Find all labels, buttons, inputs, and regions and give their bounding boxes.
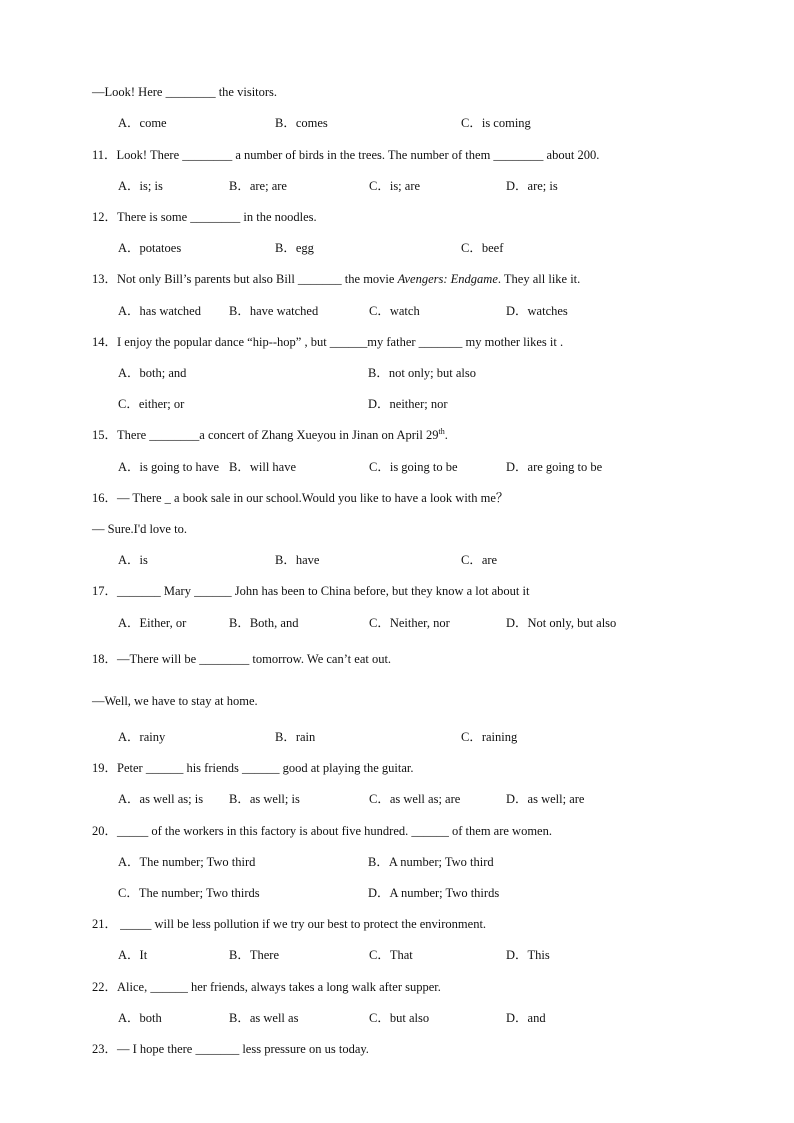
option-label: C． [369,616,390,630]
question-stem [92,271,580,287]
answer-option[interactable] [275,729,315,745]
option-label: B． [229,616,250,630]
stem-text: th [438,427,445,436]
answer-option[interactable] [369,615,450,631]
answer-option[interactable] [506,947,550,963]
answer-option[interactable] [506,1010,546,1026]
stem-text: . They all like it. [497,272,581,286]
question-number: 12． [92,210,118,224]
question-stem [92,583,529,599]
option-text: have watched [249,304,319,318]
option-text: are [481,553,498,567]
option-text: There [249,948,279,962]
options-row [118,552,758,568]
options-row [118,396,758,412]
question-number: 11． [92,148,117,162]
question-number: 15． [92,428,118,442]
answer-option[interactable] [506,791,584,807]
option-label: A． [118,1011,140,1025]
option-text: The number; Two third [139,855,256,869]
options-row [118,947,758,963]
option-label: A． [118,792,140,806]
option-label: B． [368,366,389,380]
stem-text: Peter ______ his friends ______ good at playing the guitar. [117,761,414,775]
answer-option[interactable] [229,1010,298,1026]
option-text: is going to have [139,460,220,474]
option-label: C． [369,792,390,806]
stem-text: Avengers: Endgame [397,272,498,286]
stem-text: I enjoy the popular dance “hip--hop” , but ______my father _______ my mother likes it . [117,335,564,349]
question-stem [92,490,508,506]
option-text: is [139,553,148,567]
option-text: as well as; is [139,792,204,806]
answer-option[interactable] [229,303,318,319]
answer-option[interactable] [118,396,184,412]
option-label: A． [118,241,140,255]
options-row [118,115,758,131]
option-label: C． [461,553,482,567]
option-label: C． [369,304,390,318]
answer-option[interactable] [275,552,319,568]
option-label: A． [118,855,140,869]
options-row [118,854,758,870]
answer-option[interactable] [368,365,476,381]
answer-option[interactable] [118,178,163,194]
option-text: Neither, nor [389,616,450,630]
answer-option[interactable] [506,303,568,319]
option-label: C． [118,886,139,900]
answer-option[interactable] [118,885,260,901]
answer-option[interactable] [368,885,499,901]
question-number: 19． [92,761,118,775]
stem-text: Look! There ________ a number of birds in the trees. The number of them ________ about 200. [116,148,600,162]
option-label: C． [118,397,139,411]
option-label: A． [118,366,140,380]
option-label: A． [118,730,140,744]
option-text: both; and [139,366,187,380]
option-text: watch [389,304,420,318]
answer-option[interactable] [229,178,287,194]
stem-text: . [444,428,448,442]
option-label: D． [368,886,390,900]
option-text: A number; Two third [388,855,494,869]
option-text: are going to be [527,460,603,474]
option-label: B． [229,792,250,806]
question-number: 17． [92,584,118,598]
question-stem [92,427,448,443]
answer-option[interactable] [369,178,420,194]
option-label: A． [118,116,140,130]
answer-option[interactable] [369,791,460,807]
dialogue-reply: — Sure.I'd love to. [92,522,187,536]
option-label: B． [229,460,250,474]
options-row [118,365,758,381]
option-label: D． [506,304,528,318]
option-text: Not only, but also [527,616,617,630]
answer-option[interactable] [118,365,186,381]
answer-option[interactable] [275,115,328,131]
option-label: C． [461,730,482,744]
options-row [118,178,758,194]
stem-text: — There _ a book sale in our school.Would you like to have a look with me？ [117,491,509,505]
answer-option[interactable] [369,947,413,963]
option-text: is; are [389,179,421,193]
answer-option[interactable] [369,459,458,475]
option-text: either; or [138,397,185,411]
option-text: as well as; are [389,792,461,806]
option-label: B． [275,241,296,255]
option-text: A number; Two thirds [389,886,500,900]
question-stem [92,823,552,839]
option-text: have [295,553,320,567]
answer-option[interactable] [461,729,517,745]
option-label: D． [368,397,390,411]
answer-option[interactable] [118,459,219,475]
option-label: A． [118,460,140,474]
answer-option[interactable] [368,396,448,412]
answer-option[interactable] [118,729,165,745]
options-row [118,1010,758,1026]
option-text: both [139,1011,162,1025]
stem-text: There ________a concert of Zhang Xueyou in Jinan on April 29 [117,428,439,442]
answer-option[interactable] [118,552,148,568]
option-label: D． [506,616,528,630]
answer-option[interactable] [461,115,531,131]
option-text: will have [249,460,297,474]
option-text: is; is [139,179,163,193]
options-row [118,240,758,256]
answer-option[interactable] [118,115,167,131]
question-number: 14． [92,335,118,349]
option-label: A． [118,553,140,567]
answer-option[interactable] [506,178,558,194]
option-text: as well; are [527,792,585,806]
option-text: but also [389,1011,430,1025]
option-label: B． [368,855,389,869]
question-stem [92,334,563,350]
option-text: beef [481,241,504,255]
options-row [118,303,758,319]
option-label: B． [229,179,250,193]
answer-option[interactable] [229,615,298,631]
options-row [118,729,758,745]
option-label: B． [275,116,296,130]
question-stem [92,1041,369,1057]
answer-option[interactable] [118,303,201,319]
question-number: 23． [92,1042,118,1056]
stem-text: — I hope there _______ less pressure on us today. [117,1042,369,1056]
answer-option[interactable] [118,947,147,963]
option-text: as well; is [249,792,300,806]
option-label: C． [461,241,482,255]
options-row [118,615,758,631]
option-label: B． [229,948,250,962]
option-text: has watched [139,304,201,318]
option-text: are; is [527,179,558,193]
question-number: 20． [92,824,118,838]
option-label: A． [118,304,140,318]
options-row [118,885,758,901]
option-text: are; are [249,179,287,193]
question-stem [92,651,391,667]
question-number: 16． [92,491,118,505]
option-text: egg [295,241,314,255]
answer-option[interactable] [118,240,181,256]
answer-option[interactable] [229,791,300,807]
option-label: C． [369,948,390,962]
option-label: B． [229,304,250,318]
option-text: Both, and [249,616,299,630]
option-text: watches [527,304,568,318]
option-text: neither; nor [389,397,448,411]
options-row [118,459,758,475]
question-number: 18． [92,652,118,666]
answer-option[interactable] [275,240,314,256]
question-number: 22． [92,980,118,994]
option-label: A． [118,616,140,630]
question-number: 21． [92,917,118,931]
option-label: A． [118,948,140,962]
answer-option[interactable] [461,240,503,256]
question-stem [92,979,441,995]
option-text: rainy [139,730,166,744]
option-text: It [139,948,148,962]
option-label: C． [369,179,390,193]
dialogue-reply: —Well, we have to stay at home. [92,694,258,708]
stem-text: _______ Mary ______ John has been to China before, but they know a lot about it [117,584,530,598]
answer-option[interactable] [506,615,616,631]
answer-option[interactable] [369,303,420,319]
answer-option[interactable] [118,791,203,807]
question-stem [92,916,486,932]
question-stem [92,84,277,100]
option-text: This [527,948,550,962]
stem-text: _____ will be less pollution if we try our best to protect the environment. [117,917,487,931]
question-stem [92,760,414,776]
stem-text: _____ of the workers in this factory is about five hundred. ______ of them are women. [117,824,552,838]
options-row [118,791,758,807]
option-label: D． [506,1011,528,1025]
answer-option[interactable] [118,1010,162,1026]
stem-text: There is some ________ in the noodles. [117,210,317,224]
option-text: not only; but also [388,366,476,380]
stem-text: Not only Bill’s parents but also Bill _______ the movie [117,272,398,286]
question-stem [92,209,317,225]
option-text: is going to be [389,460,458,474]
stem-text: —Look! Here ________ the visitors. [92,85,278,99]
stem-text: —There will be ________ tomorrow. We can’t eat out. [117,652,392,666]
question-stem [92,147,599,163]
option-text: and [527,1011,546,1025]
option-label: D． [506,179,528,193]
option-text: come [139,116,167,130]
option-label: B． [275,553,296,567]
option-label: C． [461,116,482,130]
answer-option[interactable] [461,552,497,568]
option-label: C． [369,1011,390,1025]
stem-text: Alice, ______ her friends, always takes a long walk after supper. [117,980,441,994]
answer-option[interactable] [229,459,296,475]
option-label: C． [369,460,390,474]
option-label: D． [506,792,528,806]
option-label: D． [506,460,528,474]
answer-option[interactable] [118,615,186,631]
option-label: B． [275,730,296,744]
answer-option[interactable] [118,854,255,870]
option-text: comes [295,116,328,130]
option-label: B． [229,1011,250,1025]
answer-option[interactable] [506,459,602,475]
option-label: D． [506,948,528,962]
answer-option[interactable] [368,854,494,870]
question-number: 13． [92,272,118,286]
answer-option[interactable] [229,947,279,963]
option-text: The number; Two thirds [138,886,260,900]
option-text: That [389,948,413,962]
option-text: Either, or [139,616,187,630]
option-label: A． [118,179,140,193]
answer-option[interactable] [369,1010,429,1026]
option-text: potatoes [139,241,182,255]
option-text: raining [481,730,518,744]
option-text: rain [295,730,316,744]
option-text: as well as [249,1011,299,1025]
option-text: is coming [481,116,531,130]
